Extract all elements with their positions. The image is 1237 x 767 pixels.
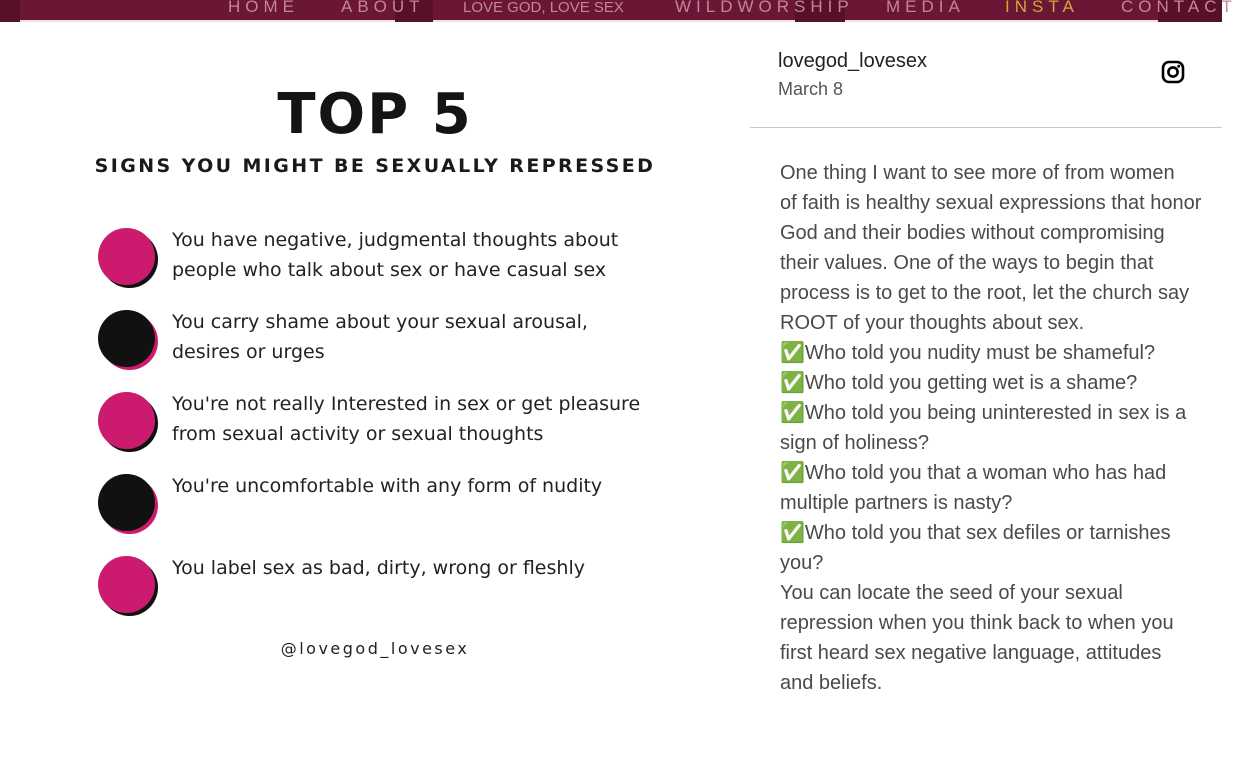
caption-line: ✅Who told you nudity must be shameful?: [780, 342, 1156, 364]
post-caption: [780, 158, 1200, 698]
sign-line: You carry shame about your sexual arousal,: [172, 311, 588, 333]
sign-line: people who talk about sex or have casual sex: [172, 259, 607, 281]
image-title: TOP 5: [277, 82, 473, 147]
caption-line: their values. One of the ways to begin that: [780, 252, 1154, 274]
caption-line: repression when you think back to when you: [780, 612, 1174, 634]
sign-line: You're not really Interested in sex or get pleasure: [172, 393, 641, 415]
sign-item: [98, 307, 718, 369]
caption-line: of faith is healthy sexual expressions that honor: [780, 192, 1202, 214]
caption-line: ✅Who told you that a woman who has had: [780, 462, 1167, 484]
nav-home-link[interactable]: HOME: [228, 0, 299, 16]
sign-text: [172, 553, 692, 583]
nav-wildworship-link[interactable]: WILDWORSHIP: [675, 0, 854, 16]
caption-line: ✅Who told you getting wet is a shame?: [780, 372, 1138, 394]
post-date: March 8: [778, 79, 844, 99]
instagram-icon[interactable]: [1161, 60, 1185, 84]
bullet-dot: [98, 474, 155, 531]
sign-text: [172, 307, 692, 367]
post-author[interactable]: lovegod_lovesex: [778, 50, 927, 72]
sign-item: [98, 471, 718, 533]
caption-line: first heard sex negative language, attitudes: [780, 642, 1162, 664]
bullet-dot: [98, 228, 155, 285]
caption-line: multiple partners is nasty?: [780, 492, 1013, 514]
nav-media-link[interactable]: MEDIA: [886, 0, 965, 16]
caption-line: You can locate the seed of your sexual: [780, 582, 1123, 604]
caption-line: process is to get to the root, let the church say: [780, 282, 1190, 304]
sign-line: from sexual activity or sexual thoughts: [172, 423, 544, 445]
image-subtitle: SIGNS YOU MIGHT BE SEXUALLY REPRESSED: [94, 155, 656, 177]
nav-love-god-love-sex-link[interactable]: LOVE GOD, LOVE SEX: [463, 0, 624, 16]
caption-line: ✅Who told you being uninterested in sex is a: [780, 402, 1187, 424]
nav-divider: [845, 20, 1158, 22]
sign-text: [172, 389, 692, 449]
caption-line: God and their bodies without compromising: [780, 222, 1165, 244]
header-divider: [750, 127, 1222, 128]
caption-line: and beliefs.: [780, 672, 883, 694]
sign-line: You're uncomfortable with any form of nudity: [172, 475, 603, 497]
image-handle: @lovegod_lovesex: [280, 639, 470, 658]
sign-text: [172, 225, 692, 285]
sign-line: You label sex as bad, dirty, wrong or fleshly: [172, 557, 585, 579]
sign-line: You have negative, judgmental thoughts about: [172, 229, 619, 251]
caption-line: ✅Who told you that sex defiles or tarnishes: [780, 522, 1171, 544]
nav-contact-link[interactable]: CONTACT: [1121, 0, 1237, 16]
caption-line: sign of holiness?: [780, 432, 929, 454]
nav-shade: [0, 0, 20, 22]
caption-line: ROOT of your thoughts about sex.: [780, 312, 1085, 334]
sign-text: [172, 471, 692, 501]
caption-line: One thing I want to see more of from women: [780, 162, 1175, 184]
post-image[interactable]: [0, 22, 750, 767]
sign-line: desires or urges: [172, 341, 325, 363]
sign-item: [98, 553, 718, 615]
bullet-dot: [98, 310, 155, 367]
sign-item: [98, 389, 718, 451]
top-nav: [0, 0, 1237, 22]
bullet-dot: [98, 556, 155, 613]
bullet-dot: [98, 392, 155, 449]
sign-item: [98, 225, 718, 287]
nav-about-link[interactable]: ABOUT: [341, 0, 425, 16]
nav-insta-link[interactable]: INSTA: [1005, 0, 1079, 16]
caption-line: you?: [780, 552, 824, 574]
